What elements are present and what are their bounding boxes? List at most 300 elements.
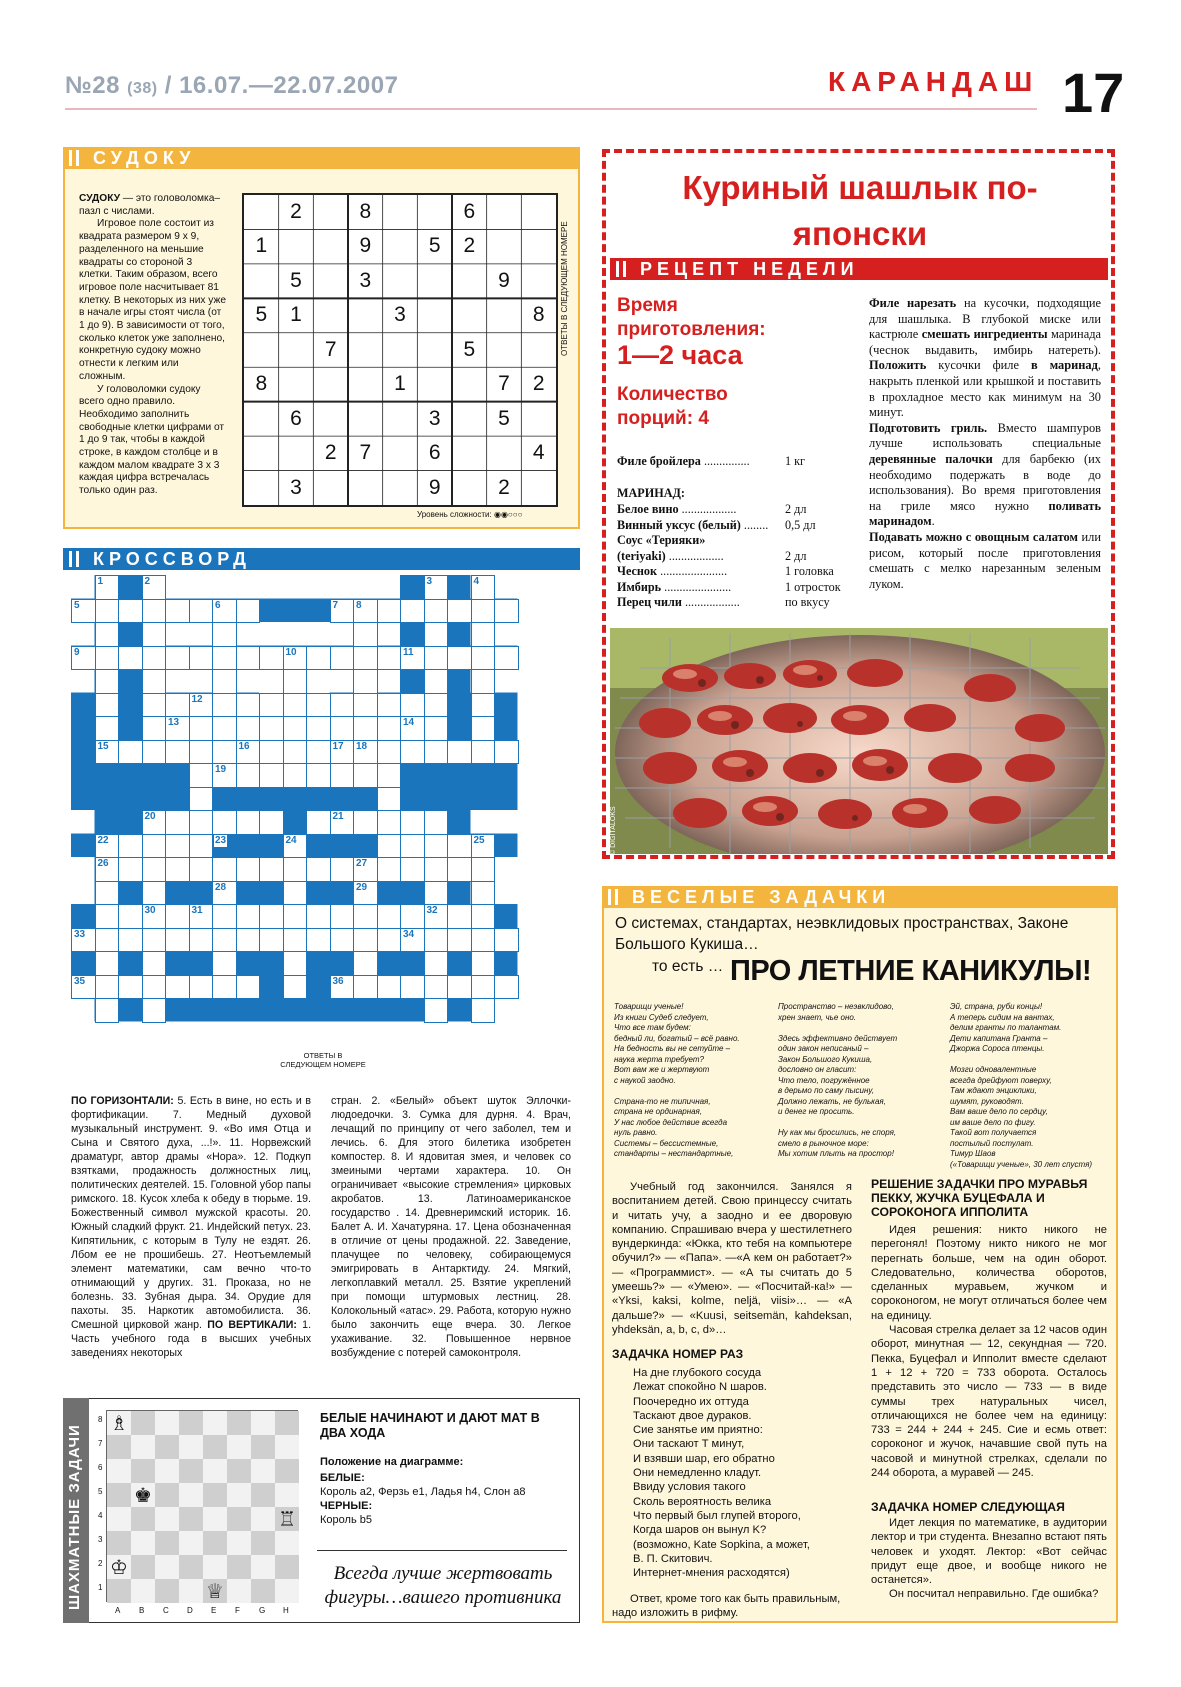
crossword-cell[interactable] [236, 928, 261, 953]
crossword-cell[interactable] [353, 904, 378, 929]
chess-square[interactable] [251, 1411, 275, 1435]
crossword-cell[interactable] [471, 622, 496, 647]
sudoku-cell[interactable] [279, 333, 314, 367]
chess-square[interactable] [275, 1411, 299, 1435]
crossword-cell[interactable] [142, 622, 167, 647]
sudoku-cell[interactable] [487, 229, 522, 263]
sudoku-cell[interactable] [417, 264, 452, 298]
crossword-cell[interactable] [165, 693, 190, 718]
crossword-cell[interactable] [353, 951, 378, 976]
crossword-cell[interactable] [377, 834, 402, 859]
sudoku-cell[interactable] [244, 402, 279, 436]
chess-square[interactable] [227, 1507, 251, 1531]
chess-square[interactable] [179, 1531, 203, 1555]
crossword-cell[interactable] [236, 857, 261, 882]
sudoku-cell[interactable] [521, 264, 556, 298]
crossword-cell[interactable] [259, 693, 284, 718]
crossword-cell[interactable] [424, 599, 449, 624]
crossword-cell[interactable] [424, 857, 449, 882]
crossword-cell[interactable] [471, 904, 496, 929]
chess-square[interactable] [227, 1483, 251, 1507]
crossword-cell[interactable] [424, 740, 449, 765]
crossword-cell[interactable] [283, 904, 308, 929]
crossword-cell[interactable] [212, 693, 237, 718]
crossword-cell[interactable] [494, 740, 519, 765]
crossword-cell[interactable] [377, 740, 402, 765]
crossword-cell[interactable] [118, 646, 143, 671]
sudoku-cell[interactable] [487, 333, 522, 367]
crossword-cell[interactable] [353, 975, 378, 1000]
crossword-cell[interactable] [424, 646, 449, 671]
crossword-cell[interactable] [471, 740, 496, 765]
crossword-cell[interactable] [283, 693, 308, 718]
crossword-cell[interactable] [400, 904, 425, 929]
sudoku-cell[interactable] [452, 298, 487, 332]
crossword-cell[interactable] [165, 740, 190, 765]
crossword-cell[interactable] [189, 716, 214, 741]
crossword-cell[interactable] [142, 646, 167, 671]
crossword-cell[interactable] [283, 975, 308, 1000]
crossword-cell[interactable] [377, 904, 402, 929]
sudoku-cell[interactable] [521, 471, 556, 505]
crossword-cell[interactable] [400, 857, 425, 882]
crossword-cell[interactable] [165, 928, 190, 953]
chess-square[interactable] [251, 1435, 275, 1459]
crossword-cell[interactable] [118, 740, 143, 765]
sudoku-cell[interactable] [521, 195, 556, 229]
crossword-cell[interactable] [494, 975, 519, 1000]
crossword-cell[interactable] [212, 646, 237, 671]
crossword-cell[interactable] [447, 834, 472, 859]
crossword-cell[interactable] [95, 881, 120, 906]
crossword-cell[interactable] [283, 951, 308, 976]
crossword-cell[interactable] [353, 928, 378, 953]
crossword-cell[interactable] [142, 951, 167, 976]
crossword-cell[interactable] [330, 716, 355, 741]
chess-square[interactable] [179, 1555, 203, 1579]
crossword-cell[interactable] [330, 904, 355, 929]
crossword-cell[interactable] [424, 693, 449, 718]
crossword-cell[interactable] [400, 810, 425, 835]
crossword-cell[interactable] [283, 716, 308, 741]
crossword-cell[interactable] [118, 857, 143, 882]
crossword-cell[interactable] [142, 975, 167, 1000]
chess-square[interactable] [107, 1483, 131, 1507]
chess-square[interactable] [227, 1579, 251, 1603]
crossword-cell[interactable] [95, 669, 120, 694]
chess-square[interactable] [179, 1507, 203, 1531]
crossword-cell[interactable] [189, 740, 214, 765]
chess-square[interactable] [155, 1435, 179, 1459]
crossword-cell[interactable] [118, 975, 143, 1000]
chess-square[interactable] [131, 1579, 155, 1603]
crossword-cell[interactable] [377, 810, 402, 835]
crossword-cell[interactable] [283, 928, 308, 953]
crossword-cell[interactable] [212, 951, 237, 976]
crossword-cell[interactable] [95, 998, 120, 1023]
crossword-cell[interactable] [471, 951, 496, 976]
sudoku-cell[interactable] [279, 229, 314, 263]
sudoku-cell[interactable] [521, 402, 556, 436]
crossword-cell[interactable] [306, 763, 331, 788]
crossword-cell[interactable] [306, 810, 331, 835]
crossword-cell[interactable] [424, 716, 449, 741]
sudoku-cell[interactable] [452, 264, 487, 298]
chess-square[interactable] [179, 1459, 203, 1483]
chess-square[interactable] [107, 1531, 131, 1555]
crossword-cell[interactable] [424, 881, 449, 906]
crossword-cell[interactable] [400, 599, 425, 624]
chess-square[interactable] [155, 1531, 179, 1555]
crossword-cell[interactable] [118, 599, 143, 624]
crossword-cell[interactable] [165, 834, 190, 859]
sudoku-cell[interactable] [452, 436, 487, 470]
crossword-cell[interactable] [377, 693, 402, 718]
crossword-cell[interactable] [471, 716, 496, 741]
sudoku-cell[interactable] [452, 367, 487, 401]
crossword-cell[interactable] [306, 693, 331, 718]
crossword-cell[interactable] [306, 857, 331, 882]
crossword-cell[interactable] [471, 599, 496, 624]
crossword-cell[interactable] [471, 928, 496, 953]
crossword-cell[interactable] [212, 928, 237, 953]
crossword-cell[interactable] [165, 599, 190, 624]
chess-square[interactable] [251, 1555, 275, 1579]
crossword-cell[interactable] [400, 975, 425, 1000]
crossword-cell[interactable] [95, 716, 120, 741]
sudoku-cell[interactable] [521, 229, 556, 263]
crossword-cell[interactable] [471, 975, 496, 1000]
crossword-cell[interactable] [306, 716, 331, 741]
crossword-cell[interactable] [447, 599, 472, 624]
crossword-cell[interactable] [377, 787, 402, 812]
crossword-cell[interactable] [424, 834, 449, 859]
crossword-cell[interactable] [306, 740, 331, 765]
crossword-cell[interactable] [471, 646, 496, 671]
sudoku-cell[interactable] [487, 436, 522, 470]
crossword-cell[interactable] [236, 646, 261, 671]
crossword-cell[interactable] [189, 763, 214, 788]
white-king-icon[interactable]: ♔ [110, 1555, 128, 1579]
crossword-cell[interactable] [165, 646, 190, 671]
chess-square[interactable] [107, 1459, 131, 1483]
sudoku-cell[interactable] [244, 195, 279, 229]
crossword-cell[interactable] [283, 857, 308, 882]
crossword-cell[interactable] [424, 951, 449, 976]
crossword-cell[interactable] [424, 810, 449, 835]
chess-square[interactable] [203, 1507, 227, 1531]
crossword-cell[interactable] [95, 599, 120, 624]
chess-square[interactable] [155, 1555, 179, 1579]
crossword-cell[interactable] [330, 928, 355, 953]
crossword-cell[interactable] [259, 810, 284, 835]
crossword-cell[interactable] [236, 904, 261, 929]
chess-square[interactable] [227, 1555, 251, 1579]
crossword-cell[interactable] [212, 810, 237, 835]
crossword-cell[interactable] [447, 857, 472, 882]
crossword-cell[interactable] [283, 763, 308, 788]
chess-square[interactable] [155, 1507, 179, 1531]
sudoku-cell[interactable] [417, 333, 452, 367]
crossword-cell[interactable] [494, 928, 519, 953]
crossword-cell[interactable] [330, 763, 355, 788]
sudoku-cell[interactable] [452, 471, 487, 505]
crossword-cell[interactable] [236, 599, 261, 624]
crossword-cell[interactable] [259, 740, 284, 765]
crossword-cell[interactable] [494, 599, 519, 624]
white-rook-icon[interactable]: ♖ [278, 1507, 296, 1531]
chess-square[interactable] [131, 1507, 155, 1531]
chess-square[interactable] [227, 1411, 251, 1435]
crossword-cell[interactable] [471, 693, 496, 718]
crossword-cell[interactable] [236, 693, 261, 718]
chess-square[interactable] [155, 1459, 179, 1483]
crossword-cell[interactable] [142, 693, 167, 718]
crossword-cell[interactable] [471, 857, 496, 882]
crossword-cell[interactable] [95, 904, 120, 929]
crossword-cell[interactable] [447, 904, 472, 929]
crossword-cell[interactable] [165, 857, 190, 882]
crossword-cell[interactable] [353, 646, 378, 671]
crossword-cell[interactable] [447, 646, 472, 671]
sudoku-cell[interactable] [348, 333, 383, 367]
chess-square[interactable] [203, 1411, 227, 1435]
sudoku-cell[interactable] [383, 402, 418, 436]
crossword-cell[interactable] [377, 928, 402, 953]
crossword-cell[interactable] [471, 881, 496, 906]
sudoku-cell[interactable] [521, 333, 556, 367]
crossword-grid[interactable] [63, 570, 580, 1087]
sudoku-cell[interactable] [313, 402, 348, 436]
sudoku-cell[interactable] [279, 436, 314, 470]
chess-square[interactable] [275, 1483, 299, 1507]
crossword-cell[interactable] [400, 740, 425, 765]
crossword-cell[interactable] [400, 693, 425, 718]
sudoku-cell[interactable] [313, 229, 348, 263]
crossword-cell[interactable] [306, 928, 331, 953]
chess-square[interactable] [107, 1579, 131, 1603]
crossword-cell[interactable] [142, 740, 167, 765]
black-king-icon[interactable]: ♚ [134, 1483, 152, 1507]
chess-square[interactable] [251, 1507, 275, 1531]
crossword-cell[interactable] [306, 904, 331, 929]
crossword-cell[interactable] [447, 928, 472, 953]
sudoku-cell[interactable] [383, 471, 418, 505]
chess-square[interactable] [227, 1531, 251, 1555]
crossword-cell[interactable] [447, 740, 472, 765]
white-queen-icon[interactable]: ♕ [206, 1579, 224, 1603]
chess-square[interactable] [275, 1555, 299, 1579]
crossword-cell[interactable] [165, 975, 190, 1000]
crossword-cell[interactable] [377, 975, 402, 1000]
crossword-cell[interactable] [95, 928, 120, 953]
crossword-cell[interactable] [236, 763, 261, 788]
sudoku-cell[interactable] [348, 367, 383, 401]
crossword-cell[interactable] [424, 622, 449, 647]
crossword-cell[interactable] [377, 716, 402, 741]
chess-square[interactable] [203, 1435, 227, 1459]
chess-square[interactable] [251, 1579, 275, 1603]
chess-square[interactable] [251, 1483, 275, 1507]
chess-square[interactable] [251, 1531, 275, 1555]
crossword-cell[interactable] [95, 693, 120, 718]
sudoku-cell[interactable] [244, 264, 279, 298]
white-bishop-icon[interactable]: ♗ [110, 1411, 128, 1435]
crossword-cell[interactable] [95, 646, 120, 671]
crossword-cell[interactable] [118, 904, 143, 929]
crossword-cell[interactable] [330, 646, 355, 671]
crossword-cell[interactable] [236, 716, 261, 741]
chess-square[interactable] [179, 1483, 203, 1507]
crossword-cell[interactable] [424, 975, 449, 1000]
crossword-cell[interactable] [212, 975, 237, 1000]
crossword-cell[interactable] [353, 622, 378, 647]
crossword-cell[interactable] [142, 857, 167, 882]
chess-square[interactable] [131, 1435, 155, 1459]
sudoku-cell[interactable] [313, 264, 348, 298]
chess-square[interactable] [227, 1459, 251, 1483]
crossword-cell[interactable] [189, 857, 214, 882]
crossword-cell[interactable] [353, 669, 378, 694]
crossword-cell[interactable] [142, 881, 167, 906]
chess-square[interactable] [131, 1555, 155, 1579]
crossword-cell[interactable] [95, 975, 120, 1000]
chess-square[interactable] [155, 1579, 179, 1603]
crossword-cell[interactable] [142, 998, 167, 1023]
crossword-cell[interactable] [471, 998, 496, 1023]
sudoku-cell[interactable] [487, 195, 522, 229]
crossword-cell[interactable] [353, 810, 378, 835]
sudoku-cell[interactable] [244, 333, 279, 367]
sudoku-cell[interactable] [244, 471, 279, 505]
crossword-cell[interactable] [212, 740, 237, 765]
sudoku-cell[interactable] [313, 367, 348, 401]
crossword-cell[interactable] [212, 904, 237, 929]
crossword-cell[interactable] [95, 622, 120, 647]
crossword-cell[interactable] [236, 975, 261, 1000]
crossword-cell[interactable] [353, 716, 378, 741]
crossword-cell[interactable] [142, 669, 167, 694]
chess-square[interactable] [275, 1435, 299, 1459]
sudoku-cell[interactable] [383, 333, 418, 367]
chess-square[interactable] [131, 1411, 155, 1435]
crossword-cell[interactable] [189, 810, 214, 835]
crossword-cell[interactable] [142, 928, 167, 953]
sudoku-cell[interactable] [348, 298, 383, 332]
chess-square[interactable] [179, 1435, 203, 1459]
chess-square[interactable] [227, 1435, 251, 1459]
crossword-cell[interactable] [118, 928, 143, 953]
chess-square[interactable] [155, 1483, 179, 1507]
chess-square[interactable] [155, 1411, 179, 1435]
chess-square[interactable] [131, 1459, 155, 1483]
crossword-cell[interactable] [236, 810, 261, 835]
crossword-cell[interactable] [142, 716, 167, 741]
chess-square[interactable] [275, 1459, 299, 1483]
crossword-cell[interactable] [353, 693, 378, 718]
crossword-cell[interactable] [353, 763, 378, 788]
chess-board[interactable] [106, 1410, 298, 1602]
chess-square[interactable] [251, 1459, 275, 1483]
sudoku-cell[interactable] [383, 195, 418, 229]
sudoku-cell[interactable] [383, 436, 418, 470]
chess-square[interactable] [107, 1435, 131, 1459]
crossword-cell[interactable] [165, 810, 190, 835]
crossword-cell[interactable] [424, 928, 449, 953]
crossword-cell[interactable] [494, 646, 519, 671]
sudoku-cell[interactable] [313, 298, 348, 332]
chess-square[interactable] [275, 1579, 299, 1603]
crossword-cell[interactable] [212, 622, 237, 647]
crossword-cell[interactable] [118, 834, 143, 859]
crossword-cell[interactable] [330, 857, 355, 882]
crossword-cell[interactable] [377, 857, 402, 882]
crossword-cell[interactable] [259, 928, 284, 953]
crossword-cell[interactable] [377, 599, 402, 624]
crossword-cell[interactable] [259, 904, 284, 929]
chess-square[interactable] [203, 1531, 227, 1555]
crossword-cell[interactable] [400, 834, 425, 859]
crossword-cell[interactable] [212, 857, 237, 882]
crossword-cell[interactable] [377, 646, 402, 671]
sudoku-cell[interactable] [383, 264, 418, 298]
sudoku-grid[interactable] [242, 193, 558, 507]
sudoku-cell[interactable] [244, 436, 279, 470]
chess-square[interactable] [179, 1411, 203, 1435]
crossword-cell[interactable] [95, 951, 120, 976]
crossword-cell[interactable] [165, 904, 190, 929]
sudoku-cell[interactable] [279, 367, 314, 401]
sudoku-cell[interactable] [452, 402, 487, 436]
crossword-cell[interactable] [142, 834, 167, 859]
crossword-cell[interactable] [330, 693, 355, 718]
sudoku-cell[interactable] [417, 367, 452, 401]
crossword-cell[interactable] [424, 669, 449, 694]
crossword-cell[interactable] [283, 740, 308, 765]
sudoku-cell[interactable] [417, 298, 452, 332]
crossword-cell[interactable] [283, 669, 308, 694]
sudoku-cell[interactable] [348, 471, 383, 505]
crossword-cell[interactable] [189, 834, 214, 859]
crossword-cell[interactable] [447, 975, 472, 1000]
crossword-cell[interactable] [259, 646, 284, 671]
crossword-cell[interactable] [212, 669, 237, 694]
chess-square[interactable] [131, 1531, 155, 1555]
crossword-cell[interactable] [306, 646, 331, 671]
crossword-cell[interactable] [377, 763, 402, 788]
chess-square[interactable] [203, 1459, 227, 1483]
sudoku-cell[interactable] [348, 402, 383, 436]
sudoku-cell[interactable] [383, 229, 418, 263]
chess-square[interactable] [203, 1555, 227, 1579]
sudoku-cell[interactable] [313, 471, 348, 505]
crossword-cell[interactable] [189, 928, 214, 953]
crossword-cell[interactable] [212, 716, 237, 741]
crossword-cell[interactable] [189, 787, 214, 812]
crossword-cell[interactable] [471, 669, 496, 694]
chess-square[interactable] [275, 1531, 299, 1555]
crossword-cell[interactable] [424, 998, 449, 1023]
crossword-cell[interactable] [259, 716, 284, 741]
chess-square[interactable] [203, 1483, 227, 1507]
crossword-cell[interactable] [189, 975, 214, 1000]
chess-square[interactable] [179, 1579, 203, 1603]
sudoku-cell[interactable] [487, 298, 522, 332]
crossword-cell[interactable] [259, 763, 284, 788]
sudoku-cell[interactable] [313, 195, 348, 229]
crossword-cell[interactable] [283, 881, 308, 906]
crossword-cell[interactable] [259, 857, 284, 882]
